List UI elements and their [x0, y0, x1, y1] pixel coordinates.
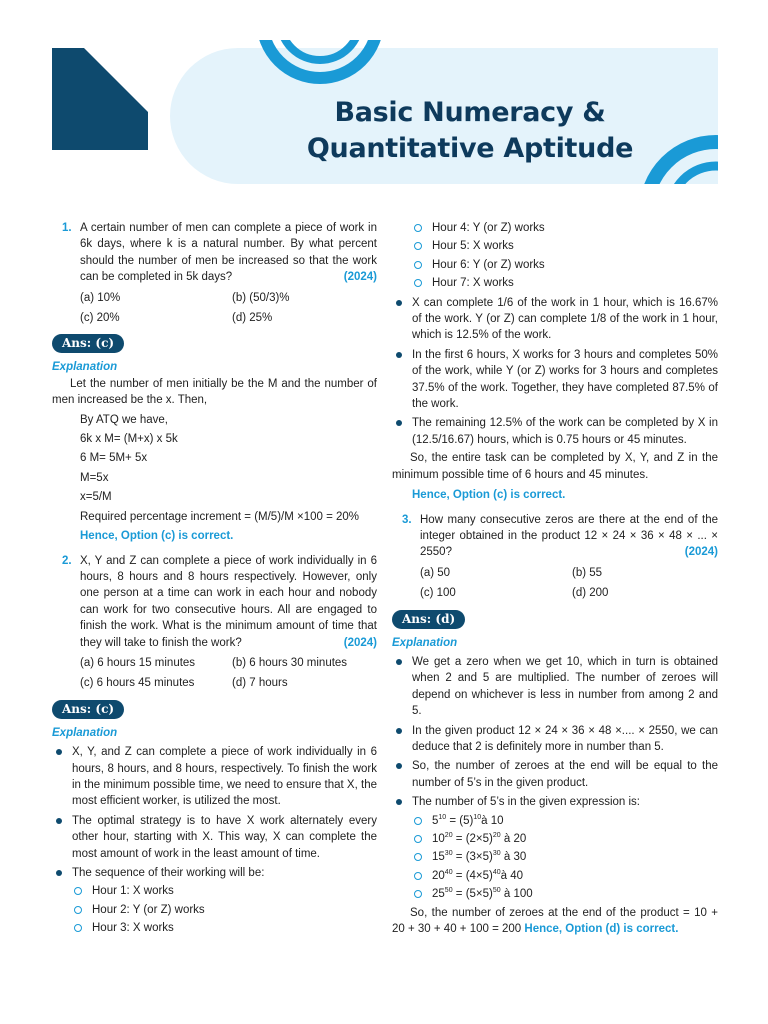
power-exponent: 30 — [444, 850, 453, 858]
ring-bullet-icon — [414, 224, 422, 232]
conclusion-option: Hence, Option (d) is correct. — [524, 923, 679, 936]
power-exponent: 20 — [492, 832, 501, 840]
sub-bullet-item — [392, 275, 718, 291]
bullet-dot-icon — [396, 420, 402, 426]
bullet-text: In the given product 12 × 24 × 36 × 48 ×.... × 2550, we can deduce that 2 is definitely more in number than 5. — [412, 724, 718, 753]
sub-bullet-item — [392, 238, 718, 254]
question-text: A certain number of men can complete a piece of work in 6k days, where k is a natural number. By what percent should the number of men be increased so that the work can be completed in 5k days? — [80, 222, 377, 284]
left-column — [52, 220, 377, 937]
answer-badge: Ans: (d) — [392, 610, 465, 629]
sub-bullet-item — [392, 257, 718, 273]
year-tag: (2024) — [343, 271, 377, 284]
bullet-item — [52, 813, 377, 862]
bullet-dot-icon — [396, 352, 402, 358]
power-expansion: = (2×5) — [452, 833, 493, 845]
bullet-dot-icon — [56, 870, 62, 876]
ring-bullet-icon — [74, 924, 82, 932]
power-exponent: 10 — [438, 813, 447, 821]
bullet-dot-icon — [396, 763, 402, 769]
option-d: (d) 200 — [572, 587, 609, 600]
sub-bullet-text: Hour 5: X works — [432, 240, 514, 253]
corner-shape-icon — [52, 48, 148, 150]
power-item — [392, 868, 718, 884]
sub-bullet-item — [52, 920, 377, 936]
bullet-item — [52, 865, 377, 881]
sub-bullet-item — [392, 220, 718, 236]
bullet-item — [392, 295, 718, 344]
power-exponent: 40 — [444, 868, 453, 876]
sub-bullet-text: Hour 4: Y (or Z) works — [432, 222, 545, 234]
power-exponent: 50 — [492, 887, 501, 895]
ring-bullet-icon — [414, 872, 422, 880]
power-result: à 10 — [481, 814, 504, 827]
question-text: X, Y and Z can complete a piece of work individually in 6 hours, 8 hours and 8 hours respectively. However, only one person at a time can work in each hour and nobody can work for two consecutive hours. All are engaged to finish the work. What is the minimum amount of time that they will take to finish the work? — [80, 554, 377, 649]
conclusion-text: So, the entire task can be completed by X, Y, and Z in the minimum possible time of 6 hours and 45 minutes. — [392, 452, 718, 481]
bullet-text: The number of 5’s in the given expression is: — [412, 796, 640, 809]
conclusion-option: Hence, Option (c) is correct. — [80, 530, 234, 543]
ring-bullet-icon — [74, 887, 82, 895]
power-exponent: 10 — [473, 813, 482, 821]
power-base: 5 — [432, 814, 439, 827]
bullet-item — [392, 794, 718, 810]
sub-bullet-text: Hour 1: X works — [92, 885, 174, 898]
power-expansion: = (5) — [446, 814, 474, 827]
bullet-item — [392, 654, 718, 720]
option-c: (c) 100 — [420, 587, 456, 600]
title-line-1: Basic Numeracy & — [334, 97, 606, 128]
step-line: x=5/M — [80, 491, 112, 504]
sub-bullet-item — [52, 883, 377, 899]
question-number: 3. — [402, 513, 412, 526]
power-item — [392, 813, 718, 829]
ring-bullet-icon — [414, 817, 422, 825]
bullet-text: We get a zero when we get 10, which in turn is obtained when 2 and 5 are multiplied. The number of zeroes will depend on whichever is less in number from among 2 and 5. — [412, 655, 718, 718]
question-2 — [52, 553, 377, 651]
ring-bullet-icon — [414, 261, 422, 269]
power-base: 15 — [432, 851, 445, 864]
header-banner — [0, 0, 768, 200]
step-line: 6k x M= (M+x) x 5k — [80, 433, 178, 446]
sub-bullet-text: Hour 7: X works — [432, 277, 514, 290]
bullet-dot-icon — [396, 659, 402, 665]
power-exponent: 30 — [492, 850, 501, 858]
option-d: (d) 7 hours — [232, 677, 288, 690]
step-line: M=5x — [80, 471, 109, 484]
bullet-dot-icon — [56, 818, 62, 824]
question-3 — [392, 512, 718, 561]
final-conclusion — [392, 905, 718, 938]
bullet-item — [392, 758, 718, 791]
sub-bullet-text: Hour 2: Y (or Z) works — [92, 903, 205, 916]
question-number: 2. — [62, 554, 72, 567]
power-result: à 20 — [500, 833, 527, 845]
option-c: (c) 6 hours 45 minutes — [80, 677, 195, 690]
year-tag: (2024) — [684, 546, 718, 559]
power-base: 25 — [432, 888, 445, 901]
bullet-text: In the first 6 hours, X works for 3 hours and completes 50% of the work, while Y (or Z) works for 3 hours and completes 37.5% of the work. Together, they have completed 87.5% of the work. — [412, 348, 718, 411]
power-base: 10 — [432, 833, 445, 845]
step-line: Required percentage increment = (M/5)/M ×100 = 20% — [80, 510, 360, 523]
bullet-item — [392, 723, 718, 756]
question-number: 1. — [62, 222, 72, 234]
year-tag: (2024) — [343, 636, 377, 649]
power-expansion: = (4×5) — [452, 869, 493, 882]
bullet-text: The remaining 12.5% of the work can be completed by X in (12.5/16.67) hours, which is 0.75 hours or 45 minutes. — [412, 417, 718, 446]
ring-bullet-icon — [414, 835, 422, 843]
conclusion-text: So, the number of zeroes at the end of the product = 10 + 20 + 30 + 40 + 100 = 200 — [392, 906, 718, 936]
option-b: (b) 55 — [572, 566, 603, 579]
explanation-heading: Explanation — [392, 636, 458, 649]
option-a: (a) 50 — [420, 566, 451, 579]
right-column — [392, 220, 718, 937]
sub-bullet-text: Hour 6: Y (or Z) works — [432, 258, 545, 271]
bullet-dot-icon — [396, 799, 402, 805]
bullet-item — [392, 347, 718, 413]
step-line: 6 M= 5M+ 5x — [80, 452, 148, 465]
option-b: (b) (50/3)% — [232, 291, 290, 304]
explanation-intro: Let the number of men initially be the M and the number of men increased be the x. Then, — [52, 377, 377, 407]
sub-bullet-text: Hour 3: X works — [92, 922, 174, 935]
options-q1 — [52, 290, 377, 327]
option-d: (d) 25% — [232, 312, 273, 325]
bullet-text: The sequence of their working will be: — [72, 867, 265, 879]
power-exponent: 20 — [444, 832, 453, 840]
answer-badge: Ans: (c) — [52, 700, 124, 719]
page-title — [300, 95, 640, 167]
ring-bullet-icon — [414, 242, 422, 250]
bullet-text: The optimal strategy is to have X work alternately every other hour, starting with X. This way, X can complete the most amount of work in the least amount of time. — [72, 814, 377, 860]
bullet-text: So, the number of zeroes at the end will be equal to the number of 5’s in the given product. — [412, 760, 718, 789]
conclusion-option: Hence, Option (c) is correct. — [412, 489, 566, 502]
question-text: How many consecutive zeros are there at the end of the integer obtained in the product 12 × 24 × 36 × 48 × ... × 2550? — [420, 513, 718, 559]
bullet-dot-icon — [396, 728, 402, 734]
sub-bullet-item — [52, 902, 377, 918]
option-a: (a) 6 hours 15 minutes — [80, 656, 196, 669]
power-expansion: = (5×5) — [452, 888, 493, 901]
power-exponent: 40 — [492, 868, 501, 876]
ring-bullet-icon — [414, 853, 422, 861]
bullet-item — [52, 744, 377, 810]
power-result: à 40 — [500, 869, 524, 882]
option-b: (b) 6 hours 30 minutes — [232, 656, 348, 669]
bullet-item — [392, 415, 718, 448]
power-result: à 30 — [500, 851, 527, 864]
bullet-dot-icon — [396, 300, 402, 306]
bullet-text: X, Y, and Z can complete a piece of work individually in 6 hours, 8 hours, and 8 hours, respectively. To finish the work in the minimum possible time, we need to ensure that X, the most efficient worker, is utilized the most. — [72, 746, 377, 808]
ring-bullet-icon — [74, 906, 82, 914]
bullet-dot-icon — [56, 749, 62, 755]
power-item — [392, 849, 718, 865]
power-item — [392, 831, 718, 847]
answer-badge: Ans: (c) — [52, 334, 124, 353]
explanation-heading: Explanation — [52, 726, 118, 739]
title-line-2: Quantitative Aptitude — [306, 133, 634, 164]
power-exponent: 50 — [444, 887, 453, 895]
question-1 — [52, 220, 377, 286]
ring-bullet-icon — [414, 890, 422, 898]
option-c: (c) 20% — [80, 312, 120, 325]
power-base: 20 — [432, 869, 445, 882]
explanation-heading: Explanation — [52, 361, 118, 374]
options-q3 — [392, 565, 718, 602]
option-a: (a) 10% — [80, 291, 121, 304]
ring-bullet-icon — [414, 279, 422, 287]
step-line: By ATQ we have, — [80, 413, 168, 426]
power-expansion: = (3×5) — [452, 851, 493, 864]
bullet-text: X can complete 1/6 of the work in 1 hour, which is 16.67% of the work. Y (or Z) can complete 1/8 of the work in 1 hour, which is 12.5% of the work. — [412, 296, 718, 342]
power-item — [392, 886, 718, 902]
options-q2 — [52, 655, 377, 692]
power-result: à 100 — [500, 888, 533, 901]
